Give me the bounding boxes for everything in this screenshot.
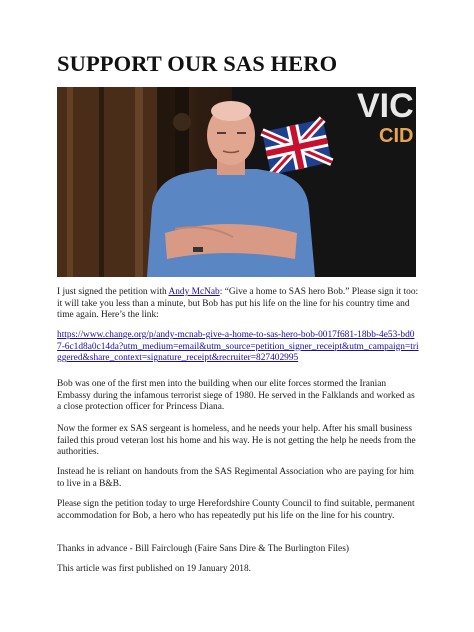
petition-url-link[interactable]: https://www.change.org/p/andy-mcnab-give-a-home-to-sas-hero-bob-0017f681-18bb-4e53-bd07-6c1d8a0c14da?utm_medium=email&utm_source=petition_signer_receipt&utm_campaign=triggered&share_context=signature_receipt&recruiter=827402995 (57, 330, 419, 364)
photo-illustration (57, 87, 416, 277)
sign-text-cider: CID (379, 125, 414, 147)
author-link[interactable]: Andy McNab (168, 287, 220, 297)
paragraph-4: Please sign the petition today to urge Herefordshire County Council to find suitable, permanent accommodation for Bob, a hero who has repeatedly put his life on the line for his country. (57, 499, 415, 521)
paragraph-2: Now the former ex SAS sergeant is homeless, and he needs your help. After his small business failed this proud veteran lost his home and his way. He is not getting the help he needs from the authorities. (57, 424, 416, 458)
paragraph-3: Instead he is reliant on handouts from the SAS Regimental Association who are paying for him to live in a B&B. (57, 467, 414, 489)
page-title: SUPPORT OUR SAS HERO (57, 51, 338, 76)
paragraph-1: Bob was one of the first men into the building when our elite forces stormed the Iranian Embassy during the infamous terrorist siege of 1980. He served in the Falklands and worked as a close protection officer for Princess Diana. (57, 379, 415, 413)
sign-text: VIC (357, 87, 414, 125)
petition-intro (57, 287, 419, 322)
petition-url-block (57, 330, 419, 365)
paragraph-5: Thanks in advance - Bill Fairclough (Faire Sans Dire & The Burlington Files) (57, 544, 349, 554)
wristwatch (193, 247, 203, 252)
man-shirt (147, 169, 315, 277)
intro-paragraph: I just signed the petition with Andy McNab: “Give a home to SAS hero Bob.” Please sign it too: it will take you less than a minute, but Bob has put his life on the line for his country time and time again. Here’s the link: (57, 287, 419, 321)
hero-photo (57, 87, 416, 277)
paragraph-6: This article was first published on 19 January 2018. (57, 564, 251, 574)
